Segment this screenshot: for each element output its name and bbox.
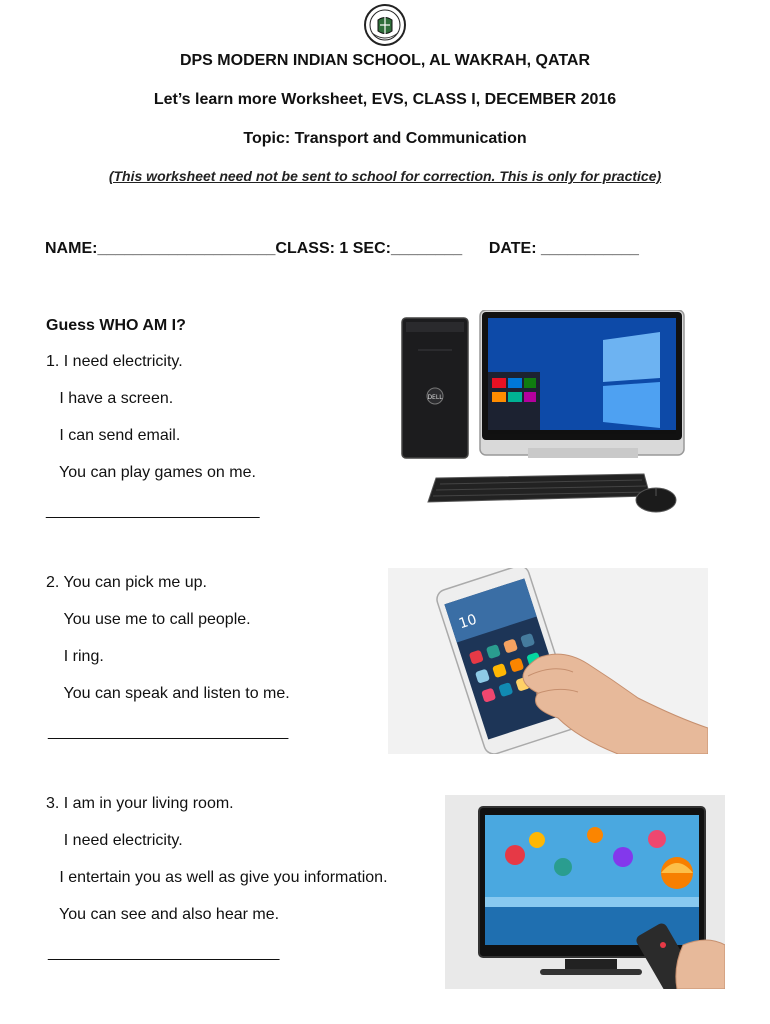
- q3-line-2: I need electricity.: [46, 832, 183, 849]
- q2-line-3: I ring.: [46, 648, 104, 665]
- desktop-computer-image: [398, 310, 688, 520]
- class-field[interactable]: CLASS: 1 SEC:________: [275, 240, 463, 257]
- q1-line-1: 1. I need electricity.: [46, 353, 183, 370]
- computer-tower-icon: [402, 318, 468, 458]
- school-name: DPS MODERN INDIAN SCHOOL, AL WAKRAH, QATAR: [179, 52, 591, 69]
- television-image: [445, 795, 725, 989]
- q3-answer-blank[interactable]: __________________________: [48, 944, 280, 961]
- mouse-icon: [636, 488, 676, 512]
- date-field[interactable]: DATE: ___________: [488, 240, 639, 257]
- q3-line-4: You can see and also hear me.: [46, 906, 280, 923]
- topic-title: Topic: Transport and Communication: [243, 130, 527, 147]
- q2-answer-blank[interactable]: ___________________________: [48, 723, 289, 740]
- keyboard-icon: [428, 474, 650, 502]
- q1-answer-blank[interactable]: ________________________: [46, 502, 260, 519]
- q2-line-1: 2. You can pick me up.: [46, 574, 207, 591]
- svg-text:DELL: DELL: [427, 394, 443, 401]
- worksheet-title: Let’s learn more Worksheet, EVS, CLASS I, DECEMBER 2016: [153, 91, 617, 108]
- q1-line-2: I have a screen.: [46, 390, 174, 407]
- q2-line-2: You use me to call people.: [46, 611, 251, 628]
- q3-line-3: I entertain you as well as give you information.: [46, 869, 388, 886]
- q1-line-4: You can play games on me.: [46, 464, 256, 481]
- practice-note: (This worksheet need not be sent to school for correction. This is only for practice): [108, 168, 662, 184]
- q3-line-1: 3. I am in your living room.: [46, 795, 234, 812]
- mobile-phone-image: [388, 568, 708, 754]
- name-field[interactable]: NAME:____________________: [45, 240, 276, 257]
- svg-text:10: 10: [456, 611, 479, 633]
- student-info-row: [45, 240, 639, 258]
- q1-line-3: I can send email.: [46, 427, 181, 444]
- section-heading: Guess WHO AM I?: [46, 317, 186, 334]
- school-logo-icon: [363, 3, 407, 47]
- q2-line-4: You can speak and listen to me.: [46, 685, 290, 702]
- monitor-icon: [480, 310, 684, 458]
